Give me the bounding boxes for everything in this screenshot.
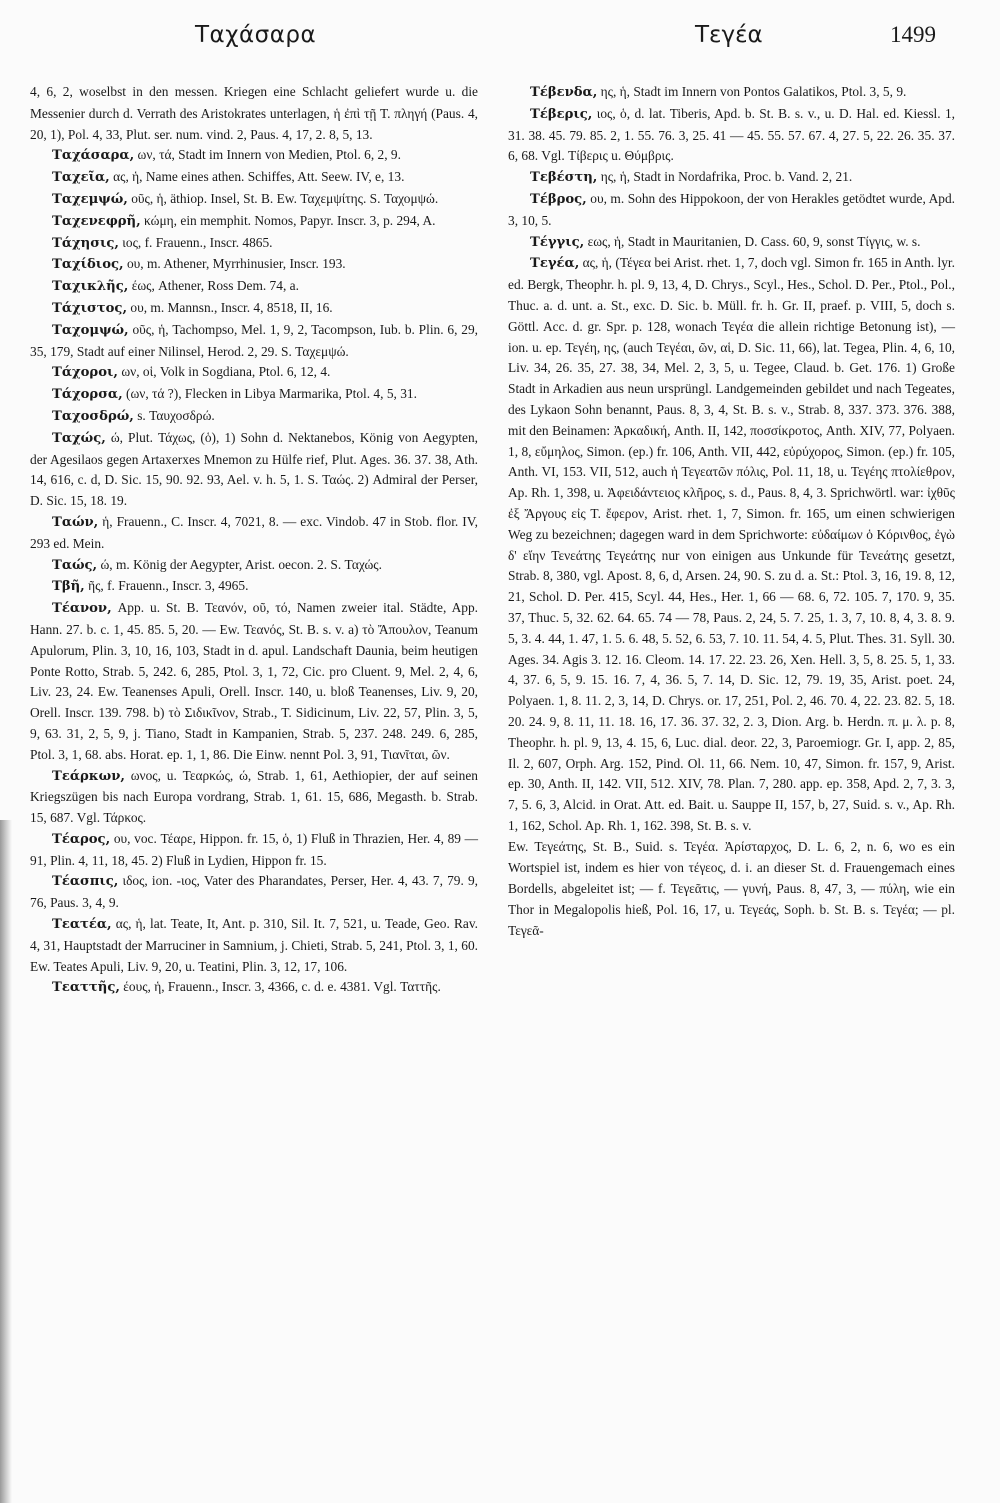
entry-text: Ew. Τεγεάτης, St. B., Suid. s. Τεγέα. Ἀρίσταρχος, D. L. 6, 2, n. 6, wo es ein Wortspiel ist, indem es hier von τέγεος, d. i. an dieser St. d. Frauengemach eines Bordells, abgeleitet ist; — f. Τεγεᾶτις, — γυνή, Paus. 8, 47, 3, — πύλη, wie ein Thor in Megalopolis hieß, Pol. 16, 17, u. Τεγεάς, Soph. b. St. B. s. Τεγέα; — pl. Τεγεᾶ- (508, 838, 955, 938)
entry-lemma: Τάχιστος, (52, 300, 128, 316)
entry-lemma: Ταών, (52, 514, 99, 530)
entry-lemma: Τεάρκων, (52, 768, 125, 784)
entry-text: ας, ἡ, lat. Teate, It, Ant. p. 310, Sil. It. 7, 521, u. Teade, Geo. Rav. 4, 31, Hauptstadt der Marruciner in Samnium, j. Chieti, Strab. 5, 241, Ptol. 3, 1, 60. Ew. Teates Apuli, Liv. 9, 20, u. Teatini, Plin. 3, 12, 17, 106. (30, 916, 478, 974)
dictionary-entry (30, 977, 478, 999)
entry-lemma: Τέαρος, (52, 831, 111, 847)
entry-lemma: Ταχενεφρῆ, (52, 213, 141, 229)
entry-text: ου, m. Sohn des Hippokoon, der von Herakles getödtet wurde, Apd. 3, 10, 5. (508, 190, 955, 228)
entry-text: 4, 6, 2, woselbst in den messen. Kriegen eine Schlacht geliefert wurde u. die Messenier durch d. Verrath des Aristokrates unterlagen, ἡ ἐπὶ τῇ Τ. πληγή (Paus. 4, 20, 1), Pol. 4, 33, Plut. ser. num. vind. 2, Paus. 4, 17, 2. 8, 5, 13. (30, 84, 478, 142)
entry-lemma: Ταχώς, (52, 430, 106, 446)
entry-lemma: Ταώς, (52, 557, 98, 573)
entry-lemma: Τέγγις, (530, 234, 585, 250)
entry-text: ων, τά, Stadt im Innern von Medien, Ptol. 6, 2, 9. (134, 147, 401, 163)
dictionary-entry (508, 837, 955, 942)
entry-lemma: Τεαττῆς, (52, 980, 120, 996)
entry-text: εως, ἡ, Stadt in Mauritanien, D. Cass. 60, 9, sonst Τίγγις, w. s. (584, 233, 921, 249)
entry-lemma: Τέβερις, (530, 106, 593, 122)
page-number: 1499 (890, 22, 936, 47)
dictionary-entry (30, 298, 478, 320)
entry-lemma: Ταχεμψώ, (52, 191, 128, 207)
entry-text: ου, m. Mannsn., Inscr. 4, 8518, II, 16. (127, 299, 333, 315)
entry-text: ἡ, Frauenn., C. Inscr. 4, 7021, 8. — exc. Vindob. 47 in Stob. flor. IV, 293 ed. Mein. (30, 513, 478, 551)
dictionary-entry (30, 189, 478, 211)
dictionary-entry (30, 914, 478, 977)
left-column (30, 82, 478, 999)
dictionary-entry (30, 320, 478, 363)
entry-text: κώμη, ein memphit. Nomos, Papyr. Inscr. 3, p. 294, A. (140, 212, 436, 228)
entry-lemma: Ταχικλῆς, (52, 279, 129, 295)
entry-text: ώ, m. König der Aegypter, Arist. oecon. 2. S. Ταχώς. (97, 556, 382, 572)
entry-text: οῦς, ἡ, Tachompso, Mel. 1, 9, 2, Tacompson, Iub. b. Plin. 6, 29, 35, 179, Stadt auf einer Nilinsel, Herod. 2, 29. S. Ταχεμψώ. (30, 321, 478, 359)
dictionary-entry (30, 598, 478, 765)
dictionary-entry (508, 104, 955, 167)
dictionary-entry (30, 82, 478, 145)
entry-text: οῦς, ἡ, äthiop. Insel, St. B. Ew. Ταχεμψίτης. S. Ταχομψώ. (127, 190, 439, 206)
entry-text: ης, ἡ, Stadt in Nordafrika, Proc. b. Vand. 2, 21. (597, 169, 853, 185)
dictionary-entry (508, 253, 955, 836)
dictionary-entry (30, 829, 478, 872)
entry-lemma: Τέβενδα, (530, 85, 598, 100)
page-edge-shadow (0, 820, 12, 1503)
dictionary-entry (30, 555, 478, 577)
entry-text: App. u. St. B. Τεανόν, οῦ, τό, Namen zweier ital. Städte, App. Hann. 27. b. c. 1, 45. 85. 5, 20. — Ew. Τεανός, St. B. s. v. a) τὸ Ἄπουλον, Teanum Apulorum, Plin. 3, 10, 16, 103, Stadt in d. apul. Landschaft Daunia, beim heutigen Ponte Rotto, Strab. 5, 242. 6, 285, Ptol. 3, 1, 72, Cic. pro Cluent. 9, Mel. 2, 4, 6, Liv. 23, 24. Ew. Teanenses Apuli, Orell. Inscr. 140, u. bloß Teanenses, Liv. 9, 20, Orell. Inscr. 139. 798. b) τὸ Σιδικῖνον, Strab., T. Sidicinum, Liv. 22, 57, Plin. 3, 5, 9, 63. 31, 2, 5, 9, j. Tiano, Stadt in Kampanien, Strab. 5, 237. 248. 249. 6, 285, Ptol. 3, 1, 68. abs. Horat. ep. 1, 1, 86. Die Einw. nennt Pol. 3, 91, Τιανῖται, ῶν. (30, 600, 478, 762)
entry-lemma: Τεγέα, (530, 256, 580, 272)
entry-text: ιος, f. Frauenn., Inscr. 4865. (118, 234, 273, 250)
dictionary-entry (30, 362, 478, 384)
entry-text: ιος, ὁ, d. lat. Tiberis, Apd. b. St. B. s. v., u. D. Hal. ed. Kiessl. 1, 31. 38. 45. 79. 85. 2, 1. 55. 76. 3, 25. 41 — 45. 55. 57. 67. 4, 27. 5, 22. 26. 35. 37. 6, 68. Vgl. Τίβερις u. Θύμβρις. (508, 105, 955, 164)
dictionary-entry (30, 428, 478, 512)
dictionary-entry (30, 276, 478, 298)
entry-text: έως, Athener, Ross Dem. 74, a. (128, 278, 299, 294)
dictionary-entry (30, 766, 478, 829)
entry-lemma: Τεβέστη, (530, 170, 598, 186)
entry-lemma: Τέανον, (52, 601, 112, 617)
dictionary-entry (30, 512, 478, 555)
dictionary-entry (508, 189, 955, 232)
entry-lemma: Ταχάσαρα, (52, 148, 135, 164)
dictionary-entry (30, 406, 478, 428)
dictionary-entry (30, 211, 478, 233)
dictionary-entry (30, 871, 478, 914)
entry-lemma: Ταχεῖα, (52, 170, 110, 186)
entry-lemma: Τβῆ, (52, 579, 85, 595)
page-header (0, 14, 1000, 54)
entry-text: ωνος, u. Τεαρκώς, ώ, Strab. 1, 61, Aethiopier, der auf seinen Kriegszügen bis nach Europa vordrang, Strab. 1, 61. 15, 686, Megasth. b. Strab. 15, 687. Vgl. Τάρκος. (30, 767, 478, 826)
entry-lemma: Τέβρος, (530, 191, 587, 207)
entry-lemma: Τάχορσα, (52, 387, 123, 403)
dictionary-entry (30, 233, 478, 255)
entry-text: ης, ἡ, Stadt im Innern von Pontos Galatikos, Ptol. 3, 5, 9. (597, 84, 907, 99)
entry-text: ας, ἡ, Name eines athen. Schiffes, Att. Seew. IV, e, 13. (109, 169, 405, 185)
entry-text: ῆς, f. Frauenn., Inscr. 3, 4965. (84, 578, 249, 594)
entry-text: έους, ἡ, Frauenn., Inscr. 3, 4366, c. d. e. 4381. Vgl. Ταττῆς. (119, 979, 441, 995)
dictionary-entry (30, 384, 478, 406)
entry-text: ου, m. Athener, Myrrhinusier, Inscr. 193. (123, 256, 346, 272)
right-column (508, 82, 955, 942)
dictionary-entry (508, 232, 955, 254)
running-head-right: Τεγέα (695, 22, 763, 48)
running-head-left: Ταχάσαρα (195, 22, 317, 48)
entry-lemma: Τέασπις, (52, 874, 119, 890)
dictionary-entry (508, 82, 955, 104)
dictionary-entry (30, 145, 478, 167)
entry-text: ων, οἱ, Volk in Sogdiana, Ptol. 6, 12, 4. (117, 364, 331, 380)
entry-lemma: Ταχίδιος, (52, 257, 124, 273)
dictionary-entry (30, 167, 478, 189)
entry-lemma: Τάχοροι, (52, 365, 118, 381)
entry-lemma: Τεατέα, (52, 917, 112, 933)
entry-text: (ων, τά ?), Flecken in Libya Marmarika, Ptol. 4, 5, 31. (122, 386, 417, 402)
entry-lemma: Ταχομψώ, (52, 322, 129, 338)
entry-text: ώ, Plut. Τάχως, (ὁ), 1) Sohn d. Nektanebos, König von Aegypten, der Agesilaos gegen Artaxerxes Mnemon zu Hülfe rief, Plut. Ages. 36. 37. 38, Ath. 14, 616, c. d, D. Sic. 15, 90. 92. 93, Ael. v. h. 5, 1. S. Ταώς. 2) Admiral der Perser, D. Sic. 15, 18. 19. (30, 429, 478, 509)
dictionary-entry (30, 254, 478, 276)
dictionary-entry (30, 576, 478, 598)
entry-lemma: Τάχησις, (52, 235, 119, 251)
entry-text: ας, ἡ, (Τέγεα bei Arist. rhet. 1, 7, doch vgl. Simon fr. 165 in Anth. lyr. ed. Bergk, Theophr. h. pl. 9, 13, 4, D. Chrys., Scyl., Hes., Schol. D. Per., Ptol., Pol., Thuc. a. d. unt. a. St., exc. D. Sic. b. Müll. fr. h. Gr. II, praef. p. VIII, 5, doch s. Göttl. Acc. d. gr. Spr. p. 128, wonach Τεγέα die allein richtige Betonung ist), — ion. u. ep. Τεγέη, ης, (auch Τεγέαι, ῶν, αἱ, D. Sic. 11, 66), lat. Tegea, Plin. 4, 6, 10, Liv. 34, 26. 35, 27. 38, 34, Mel. 2, 3, 5, u. Tegee, Claud. b. Get. 176. 1) Große Stadt in Arkadien aus neun ursprüngl. Landgemeinden gebildet und nach Tegeates, des Lykaon Sohn benannt, Paus. 8, 3, 4, St. B. s. v., Strab. 8, 337. 373. 376. 388, mit den Beinamen: Ἀρκαδική, Anth. II, 142, ποσσίκροτος, Anth. XIV, 77, Polyaen. 1, 8, εὔμηλος, Simon. (ep.) fr. 106, Anth. VII, 442, εὐρύχορος, Simon. (ep.) fr. 105, Anth. VI, 153. VII, 512, auch ἡ Τεγεατῶν πόλις, Pol. 11, 18, u. Τεγέης πτολίεθρον, Ap. Rh. 1, 398, u. Ἀφειδάντειος κλῆρος, s. d., Paus. 8, 4, 3. Sprichwörtl. war: ἰχθῦς ἐξ Ἄργους εἰς Τ. ἔφερον, Arist. rhet. 1, 7, Simon. fr. 165, um einen schwierigen Weg zu bezeichnen; dagegen ward in dem Sprichworte: εὐδαίμων ὁ Κόρινθος, ἐγὼ δ' εἴην Τενεάτης Τεγεάτης nur von einigen aus Unkunde für Τενεάτης gesetzt, Strab. 8, 380, vgl. Apost. 8, 6, d, Arsen. 24, 90. S. zu d. a. St.: Ptol. 3, 16, 19. 8, 12, 21, Schol. D. Per. 415, Scyl. 44, Hes., Her. 1, 66 — 68. 6, 72. 105. 7, 170. 9, 35. 37, Thuc. 5, 32. 62. 64. 65. 74 — 78, Paus. 2, 24, 5. 7. 25, 1. 3, 7, 10. 8, 4, 3. 8. 9. 5, 3. 4. 44, 1. 47, 1. 5. 6. 48, 5. 52, 6. 53, 7. 10. 11. 54, 4. 5, Plut. Thes. 31. Syll. 30. Ages. 34. Agis 3. 12. 16. Cleom. 14. 17. 22. 23. 26, Xen. Hell. 3, 5, 8. 25. 5, 1, 33. 4, 37. 6, 5, 9. 15. 16. 7, 4, 36. 5, 7. 14, D. Sic. 12, 79. 19, 35, Arist. poet. 24, Polyaen. 1, 8. 11. 2, 3, 14, D. Chrys. or. 17, 251, Pol. 2, 46. 70. 4, 22. 23. 82. 5, 18. 20. 24. 9, 8. 11, 11. 18. 16, 17. 36. 37. 32, 2. 3, Dion. Arg. b. Herdn. π. μ. λ. p. 8, Theophr. h. pl. 9, 13, 4. 15, 6, Luc. dial. deor. 22, 3, Paroemiogr. Gr. I, app. 2, 85, Il. 2, 607, Orph. Arg. 152, Pind. Ol. 11, 66. Nem. 10, 47, Simon. fr. 157, 9, Arist. ep. 30, Anth. II, 142. VII, 512. XIV, 78. Plan. 7, 280. app. ep. 358, Apd. 2, 7, 3. 3, 7, 5. 6, 3, Alcid. in Orat. Att. ed. Bait. u. Sauppe II, 157, b, 27, Suid. s. v., Ap. Rh. 1, 162, Schol. Ap. Rh. 1, 162. 398, St. B. s. v. (508, 255, 955, 833)
entry-text: ιδος, ion. -ιος, Vater des Pharandates, Perser, Her. 4, 43. 7, 79. 9, 76, Paus. 3, 4, 9. (30, 873, 478, 911)
entry-text: ου, voc. Τέαρε, Hippon. fr. 15, ὁ, 1) Fluß in Thrazien, Her. 4, 89 — 91, Plin. 4, 11, 18, 45. 2) Fluß in Lydien, Hippon fr. 15. (30, 830, 478, 868)
dictionary-entry (508, 167, 955, 189)
entry-lemma: Ταχοσδρώ, (52, 408, 134, 424)
entry-text: s. Ταυχοσδρώ. (133, 407, 215, 423)
